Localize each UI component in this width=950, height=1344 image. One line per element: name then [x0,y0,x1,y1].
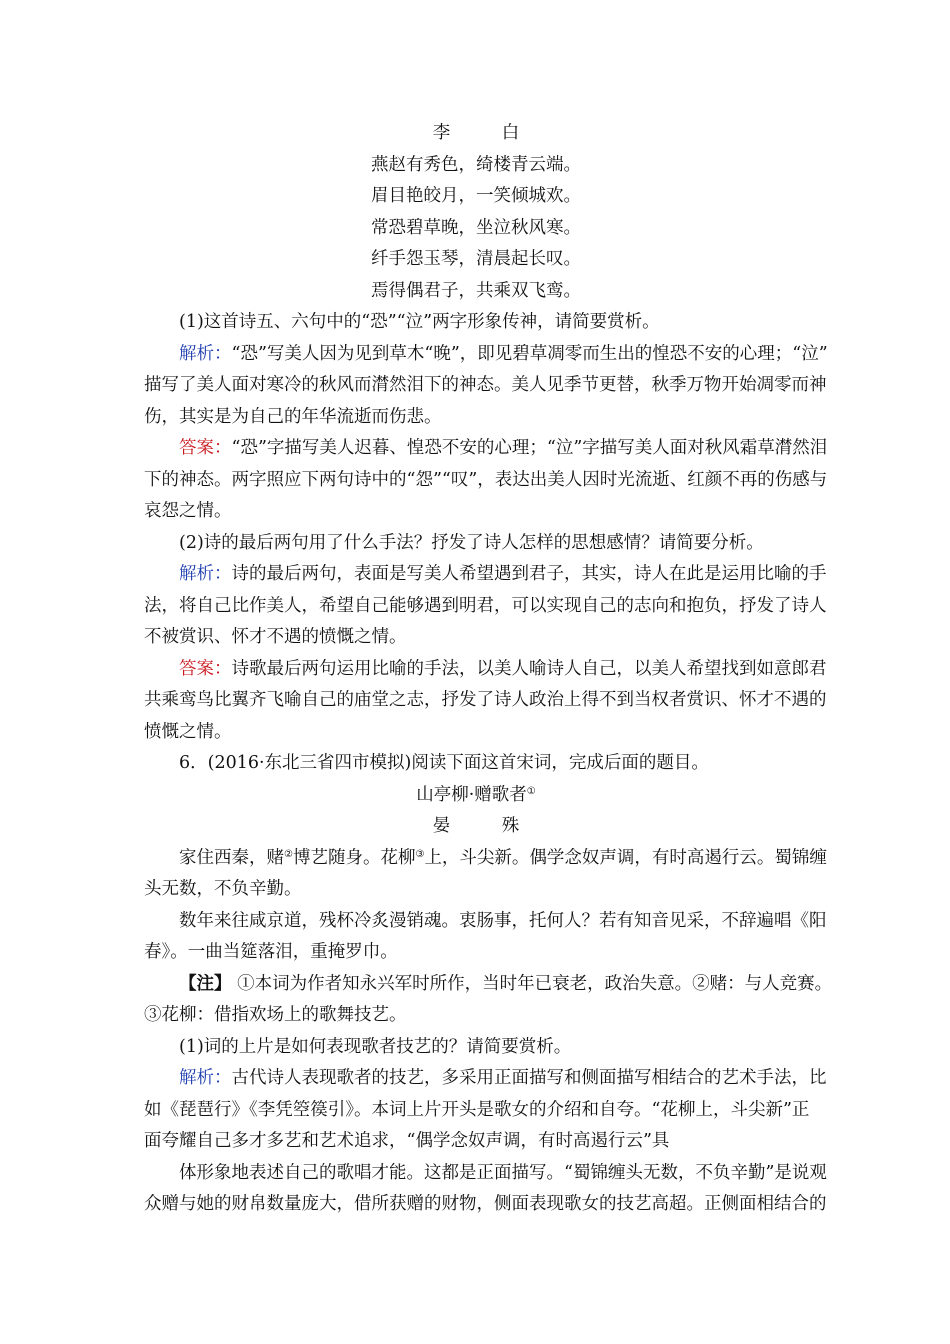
analysis-line: 不被赏识、怀才不遇的愤慨之情。 [144,627,407,647]
note-line: 【注】 ①本词为作者知永兴军时所作，当时年已衰老，政治失意。②赌：与人竞赛。 [179,973,833,994]
analysis-line: 解析：古代诗人表现歌者的技艺，多采用正面描写和侧面描写相结合的艺术手法，比 [179,1068,827,1088]
poem-line: 纤手怨玉琴，清晨起长叹。 [371,249,581,269]
answer-line: 下的神态。两字照应下两句诗中的“怨”“叹”，表达出美人因时光流逝、红颜不再的伤感与 [144,469,828,490]
poem-line: 焉得偶君子，共乘双飞鸾。 [371,280,581,301]
poem-line: 燕赵有秀色，绮楼青云端。 [371,154,581,175]
analysis-line: 面夸耀自己多才多艺和艺术追求，“偶学念奴声调，有时高遏行云”具 [144,1131,670,1151]
poem-line: 常恐碧草晚，坐泣秋风寒。 [371,217,581,238]
analysis-label: 解析： [179,343,232,364]
answer-line: 共乘鸾鸟比翼齐飞喻自己的庙堂之志，抒发了诗人政治上得不到当权者赏识、怀才不遇的 [144,690,827,710]
analysis-line: 解析：“恐”写美人因为见到草木“晚”，即见碧草凋零而生出的惶恐不安的心理；“泣” [179,343,828,364]
ci-stanza-line: 头无数，不负辛勤。 [144,879,302,899]
analysis-line: 众赠与她的财帛数量庞大，借所获赠的财物，侧面表现歌女的技艺高超。正侧面相结合的 [144,1194,827,1214]
ci-stanza-line: 春》。一曲当筵落泪，重掩罗巾。 [144,942,398,962]
question-text: (2)诗的最后两句用了什么手法？抒发了诗人怎样的思想感情？请简要分析。 [179,532,764,553]
poem-author: 李 白 [432,123,537,143]
note-line: ③花柳：借指欢场上的歌舞技艺。 [144,1005,407,1025]
ci-stanza-line: 家住西秦，赌②博艺随身。花柳③上，斗尖新。偶学念奴声调，有时高遏行云。蜀锦缠 [179,847,827,868]
analysis-label: 解析： [179,564,232,584]
poem-line: 眉目艳皎月，一笑倾城欢。 [371,186,581,206]
analysis-line: 解析：诗的最后两句，表面是写美人希望遇到君子，其实，诗人在此是运用比喻的手 [179,564,827,584]
question-intro: 6．(2016·东北三省四市模拟)阅读下面这首宋词，完成后面的题目。 [179,753,709,773]
ci-stanza-line: 数年来往咸京道，残杯冷炙漫销魂。衷肠事，托何人？若有知音见采，不辞遍唱《阳 [179,910,827,931]
ci-title: 山亭柳·赠歌者① [416,784,536,805]
analysis-label: 解析： [179,1068,232,1088]
analysis-line: 如《琵琶行》《李凭箜篌引》。本词上片开头是歌女的介绍和自夸。“花柳上，斗尖新”正 [144,1099,810,1120]
document-page [144,118,833,1221]
ci-author: 晏 殊 [432,816,537,836]
analysis-line: 描写了美人面对寒冷的秋风而潸然泪下的神态。美人见季节更替，秋季万物开始凋零而神 [144,375,827,395]
answer-line: 答案：诗歌最后两句运用比喻的手法，以美人喻诗人自己，以美人希望找到如意郎君 [179,658,827,679]
analysis-line: 伤，其实是为自己的年华流逝而伤悲。 [144,406,442,427]
answer-line: 愤慨之情。 [144,721,232,742]
answer-label: 答案： [179,658,232,679]
analysis-line: 体形象地表述自己的歌唱才能。这都是正面描写。“蜀锦缠头无数，不负辛勤”是说观 [179,1162,827,1183]
question-text: (1)词的上片是如何表现歌者技艺的？请简要赏析。 [179,1036,572,1057]
footnote-marker: ① [526,785,536,797]
analysis-line: 法，将自己比作美人，希望自己能够遇到明君，可以实现自己的志向和抱负，抒发了诗人 [144,595,827,616]
answer-label: 答案： [179,438,232,458]
note-label: 【注】 [179,973,232,994]
answer-line: 哀怨之情。 [144,501,232,521]
question-text: (1)这首诗五、六句中的“恐”“泣”两字形象传神，请简要赏析。 [179,312,660,332]
answer-line: 答案：“恐”字描写美人迟暮、惶恐不安的心理；“泣”字描写美人面对秋风霜草潸然泪 [179,438,828,458]
